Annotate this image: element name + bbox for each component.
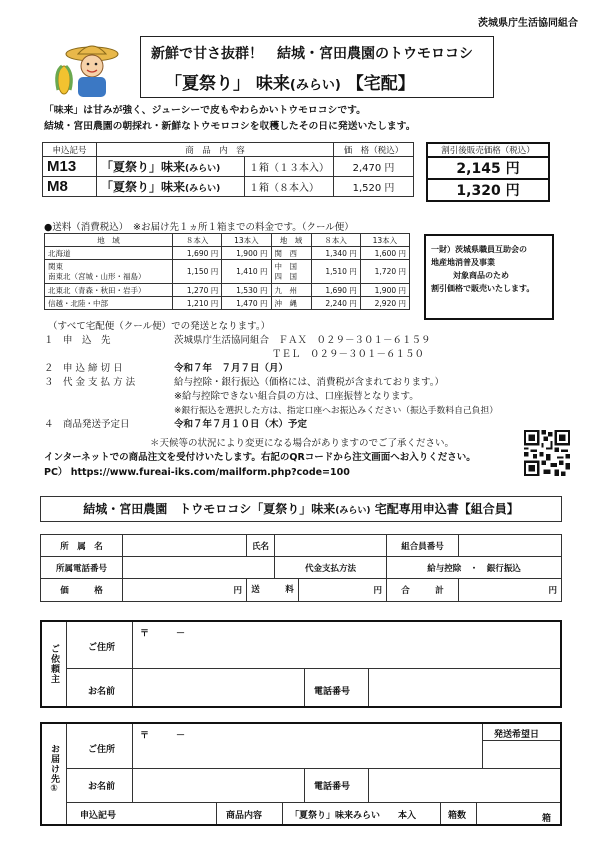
internet-order-note: インターネットでの商品注文を受付けいたします。右記のQRコードから注文画面へお入りください。 PC） https://www.fureai-iks.com/mailform.php?code=100 <box>44 452 476 478</box>
total-field[interactable]: 円 <box>459 579 562 602</box>
price-field[interactable]: 円 <box>123 579 247 602</box>
dept-tel-field[interactable] <box>123 557 275 579</box>
box-count-field[interactable]: 箱 <box>542 814 552 824</box>
member-form-table: 所 属 名 氏名 組合員番号 所属電話番号 代金支払方法 給与控除 ・ 銀行振込 価 格 円 送 料 円 合 計 円 <box>40 534 562 602</box>
shipping-table: 地 域 ８本入 13本入 地 域 ８本入 13本入 北海道 1,690 円 1,900 円 関 西 1,340 円 1,600 円 関東 南東北（宮城・山形・福島） 1,150 円 1,410 円 中 国 四 国 1,510 円 1,720 円 北東北（青森・秋田・岩手） 1,270 円 1,530 円 九 州 1,690 円 1,900 円 信越・北陸・中部 1,210 円 1,470 円 沖 縄 2,240 円 2,920 円 <box>44 233 410 310</box>
intro-text: 「味来」は甘みが強く、ジューシーで皮もやわらかいトウモロコシです。 結城・宮田農園の朝採れ・新鮮なトウモロコシを収穫したその日に発送いたします。 <box>44 105 416 132</box>
requester-section: ご依頼主 ご住所 〒 － お名前 電話番号 <box>40 620 562 708</box>
requester-postal[interactable]: 〒 － <box>140 629 186 639</box>
discount-price: 2,145 円 <box>427 157 549 179</box>
recipient-content[interactable]: 「夏祭り」味来みらい 本入 <box>290 811 417 821</box>
weather-note: ＊天候等の状況により変更になる場合がありますのでご了承ください。 <box>150 438 455 449</box>
headline-line2: 「夏祭り」 味来(みらい) 【宅配】 <box>165 74 415 94</box>
form-title: 結城・宮田農園 トウモロコシ「夏祭り」味来(みらい) 宅配専用申込書【組合員】 <box>40 496 562 522</box>
organization-name: 茨城県庁生活協同組合 <box>478 18 578 29</box>
discount-table: 割引後販売価格（税込） 2,145 円 1,320 円 <box>426 142 550 202</box>
product-row: M8 「夏祭り」味来(みらい) １箱（８本入） 1,520 円 <box>43 177 414 197</box>
order-url[interactable]: PC） https://www.fureai-iks.com/mailform.php?code=100 <box>44 467 350 478</box>
headline-box <box>140 36 494 98</box>
member-no-field[interactable] <box>459 535 562 557</box>
qr-code[interactable] <box>524 430 570 476</box>
dept-field[interactable] <box>123 535 247 557</box>
subsidy-notice-box: 一財）茨城県職員互助会の 地産地消普及事業 対象商品のため 割引価格で販売いたします。 <box>424 234 554 320</box>
pay-method-field[interactable]: 給与控除 ・ 銀行振込 <box>387 557 562 579</box>
shipping-note: ●送料（消費税込） ※お届け先１ヵ所１箱までの料金です。（クール便） <box>44 222 354 233</box>
product-row: M13 「夏祭り」味来(みらい) １箱（１３本入） 2,470 円 <box>43 157 414 177</box>
recipient-section: お届け先① ご住所 〒 － 発送希望日 お名前 電話番号 申込記号 商品内容 「夏祭り」味来みらい 本入 箱数 箱 <box>40 722 562 826</box>
name-field[interactable] <box>275 535 387 557</box>
farmer-illustration <box>52 40 124 100</box>
shipping-field[interactable]: 円 <box>373 586 382 596</box>
recipient-postal[interactable]: 〒 － <box>140 731 186 741</box>
headline-line1: 新鮮で甘さ抜群！ 結城・宮田農園のトウモロコシ <box>151 46 473 62</box>
discount-price: 1,320 円 <box>427 179 549 201</box>
product-table: 申込記号 商 品 内 容 価 格（税込） M13 「夏祭り」味来(みらい) １箱（１３本入） 2,470 円 M8 「夏祭り」味来(みらい) １箱（８本入） 1,520 円 <box>42 142 414 197</box>
